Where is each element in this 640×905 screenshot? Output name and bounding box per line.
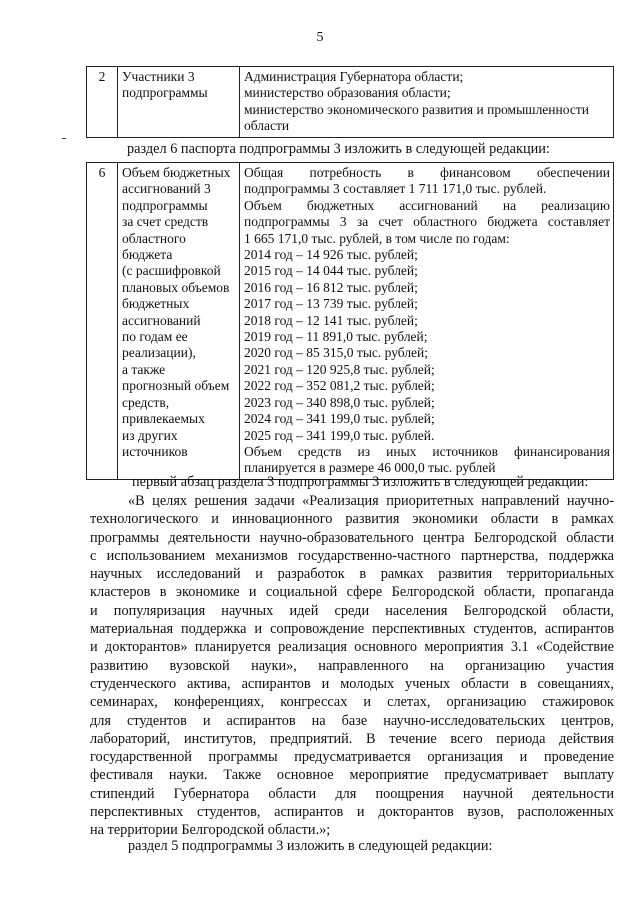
paragraph-line: перспективных студентов, аспирантов и докторантов вузов, расположенных — [90, 804, 614, 821]
value-line: Объем средств из иных источников финансирования — [244, 443, 610, 459]
paragraph-line: и популяризация научных идей среди населения Белгородской области, — [90, 602, 614, 619]
label-line: (с расшифровкой — [122, 263, 221, 279]
label-line: подпрограммы — [122, 85, 208, 101]
year-line: 2020 год – 85 315,0 тыс. рублей; — [244, 345, 429, 361]
value-line: планируется в размере 46 000,0 тыс. рублей — [244, 460, 496, 476]
participants-table — [86, 66, 614, 138]
paragraph-line: государственной программы предусматривается организация и проведение — [90, 749, 614, 766]
margin-mark — [62, 138, 66, 139]
paragraph-line: кластеров в экономике и социальной сфере Белгородской области, пропаганда — [90, 584, 614, 601]
paragraph-line: программы деятельности научно-образовательного центра Белгородской области — [90, 529, 614, 546]
year-line: 2015 год – 14 044 тыс. рублей; — [244, 263, 418, 279]
label-line: Объем бюджетных — [122, 165, 231, 180]
label-line: реализации), — [122, 345, 196, 361]
value-line: области — [244, 118, 290, 134]
year-line: 2016 год – 16 812 тыс. рублей; — [244, 279, 418, 295]
page-number: 5 — [316, 30, 324, 45]
year-line: 2024 год – 341 199,0 тыс. рублей; — [244, 411, 435, 427]
value-line: подпрограммы 3 за счет областного бюджета составляет — [244, 214, 610, 230]
label-line: по годам ее — [122, 329, 188, 345]
paragraph-line: «В целях решения задачи «Реализация приоритетных направлений научно- — [128, 493, 614, 509]
year-line: 2018 год – 12 141 тыс. рублей; — [244, 312, 418, 328]
label-line: ассигнований 3 — [122, 181, 211, 197]
paragraph-line: и докторантов» планируется реализация основного мероприятия 3.1 «Содействие — [90, 639, 614, 656]
value-line: министерство образования области; — [244, 85, 451, 101]
table-row — [87, 67, 614, 138]
label-line: из других — [122, 427, 178, 443]
label-line: ассигнований — [122, 312, 201, 328]
label-line: а также — [122, 361, 166, 377]
year-line: 2023 год – 340 898,0 тыс. рублей; — [244, 394, 435, 410]
paragraph-line: технологического и инновационного развития экономики области в рамках — [90, 511, 614, 528]
paragraph-line: стипендий Губернатора области для поощрения научной деятельности — [90, 785, 614, 802]
section3-intro: первый абзац раздела 3 подпрограммы 3 изложить в следующей редакции: — [132, 474, 589, 490]
paragraph-line: студенческого актива, аспирантов и молодых ученых области в совещаниях, — [90, 675, 614, 692]
quote-paragraph — [90, 492, 614, 840]
label-line: Участники 3 — [122, 69, 195, 84]
paragraph-line: развитию вузовской науки», направленного на организацию участия — [90, 657, 614, 674]
row-label — [118, 163, 240, 480]
year-line: 2021 год – 120 925,8 тыс. рублей; — [244, 361, 435, 377]
row-label — [118, 67, 240, 138]
paragraph-line: с использованием механизмов государственно-частного партнерства, поддержка — [90, 547, 614, 564]
table-row — [87, 163, 614, 480]
section5-intro: раздел 5 подпрограммы 3 изложить в следующей редакции: — [128, 838, 493, 854]
label-line: областного — [122, 230, 186, 246]
label-line: источников — [122, 443, 188, 459]
budget-table — [86, 162, 614, 480]
paragraph-line: фестиваля науки. Также основное мероприятие предусматривает выплату — [90, 767, 614, 784]
label-line: бюджетных — [122, 296, 190, 312]
paragraph-line: материальная поддержка и сопровождение перспективных студентов, аспирантов — [90, 621, 614, 638]
paragraph-line: научных исследований и разработок в рамках развития территориальных — [90, 566, 614, 583]
label-line: плановых объемов — [122, 279, 230, 295]
value-line: Объем бюджетных ассигнований на реализацию — [244, 197, 610, 213]
year-line: 2014 год – 14 926 тыс. рублей; — [244, 247, 418, 263]
value-line: 1 665 171,0 тыс. рублей, в том числе по годам: — [244, 230, 510, 246]
label-line: средств, — [122, 394, 170, 410]
label-line: прогнозный объем — [122, 378, 230, 394]
year-line: 2017 год – 13 739 тыс. рублей; — [244, 296, 418, 312]
label-line: бюджета — [122, 247, 173, 263]
row-number: 6 — [87, 163, 118, 480]
value-line: Администрация Губернатора области; — [244, 69, 464, 84]
paragraph-line: для студентов и аспирантов на базе научно-исследовательских центров, — [90, 712, 614, 729]
section6-intro: раздел 6 паспорта подпрограммы 3 изложить в следующей редакции: — [127, 141, 550, 157]
row-number: 2 — [87, 67, 118, 138]
label-line: подпрограммы — [122, 197, 208, 213]
value-line: министерство экономического развития и промышленности — [244, 101, 589, 117]
row-value — [240, 67, 614, 138]
label-line: привлекаемых — [122, 411, 205, 427]
paragraph-line: на территории Белгородской области.»; — [90, 822, 331, 839]
value-line: Общая потребность в финансовом обеспечении — [244, 165, 610, 180]
label-line: за счет средств — [122, 214, 209, 230]
paragraph-line: семинарах, конференциях, конгрессах и слетах, организацию стажировок — [90, 694, 614, 711]
value-line: подпрограммы 3 составляет 1 711 171,0 тыс. рублей. — [244, 181, 547, 197]
year-line: 2019 год – 11 891,0 тыс. рублей; — [244, 329, 428, 345]
year-line: 2025 год – 341 199,0 тыс. рублей. — [244, 427, 435, 443]
paragraph-line: лабораторий, институтов, предприятий. В течение всего периода действия — [90, 730, 614, 747]
year-line: 2022 год – 352 081,2 тыс. рублей; — [244, 378, 435, 394]
row-value — [240, 163, 614, 480]
